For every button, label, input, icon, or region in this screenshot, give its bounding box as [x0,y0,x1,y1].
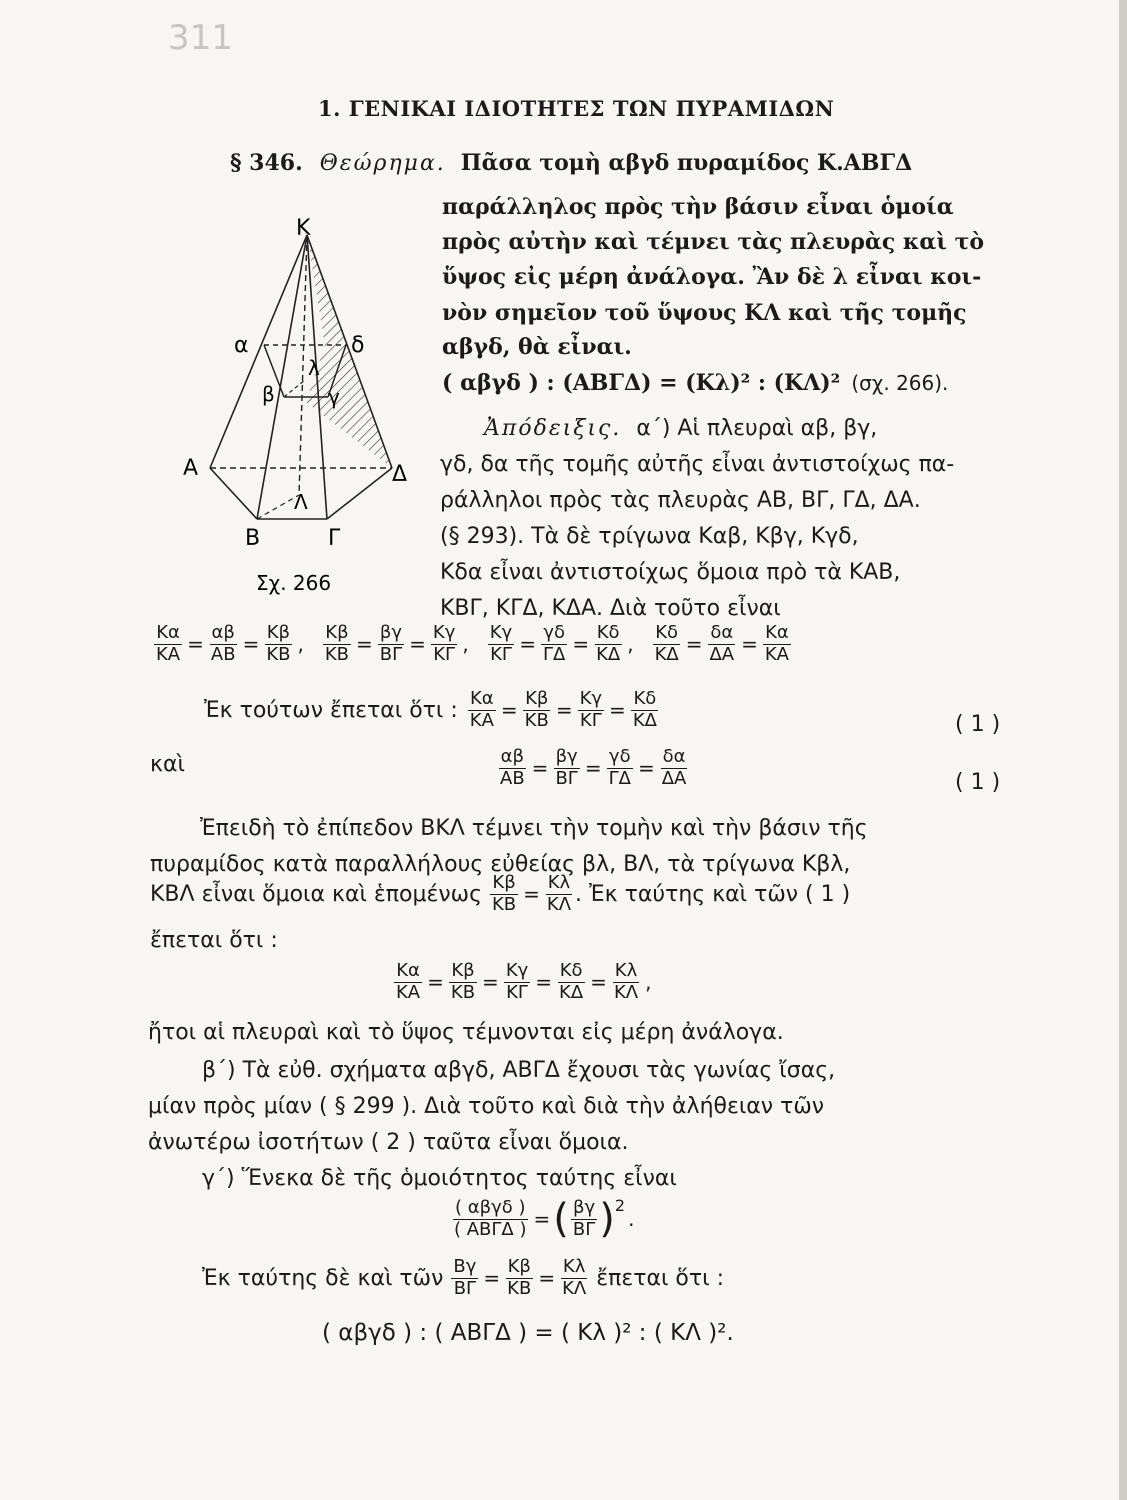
label-L: Λ [294,490,308,514]
proof-line-1: γδ, δα τῆς τομῆς αὐτῆς εἶναι ἀντιστοίχως πα- [440,452,955,477]
fraction: $\frac{K\beta}{KB}$ [492,872,517,915]
label-d: δ [351,333,365,358]
part-b-line-2: ἀνωτέρω ἰσοτήτων ( 2 ) ταῦτα εἶναι ὅμοια. [148,1130,629,1155]
eq1-tag: ( 1 ) [955,712,1001,737]
fraction: $\frac{K\alpha}{KA}$ [396,960,421,1003]
similar-line: ΚΒΛ εἶναι ὅμοια καὶ ἑπομένως $\frac{K\beta}{KB}$ = $\frac{K\lambda}{K\Lambda}$ . Ἐκ ταύτης καὶ τῶν ( 1 ) [150,872,851,915]
fraction: $\frac{K\alpha}{KA}$ [469,688,494,731]
equation-3-line: $\frac{K\alpha}{KA}$ = $\frac{K\beta}{KB}$ = $\frac{K\gamma}{K\Gamma}$ = $\frac{K\delta}{K\Delta}$ = $\frac{K\lambda}{K\Lambda}$ , [396,960,652,1003]
fraction: $\frac{\gamma\delta}{\Gamma\Delta}$ [608,746,631,789]
follows-text: Ἐκ τούτων ἔπεται ὅτι : [204,697,458,723]
exponent: 2 [614,1196,626,1215]
fraction: $\frac{K\alpha}{KA}$ [764,622,789,665]
label-G: Γ [328,526,341,551]
label-a: α [234,333,249,358]
proof-line-0 [484,416,877,441]
equation-1-line: Ἐκ τούτων ἔπεται ὅτι : $\frac{K\alpha}{KA}$ = $\frac{K\beta}{KB}$ = $\frac{K\gamma}{K\Gamma}$ = $\frac{K\delta}{K\Delta}$ [204,688,657,731]
fraction: $\frac{K\delta}{K\Delta}$ [632,688,657,731]
fraction: $\frac{K\beta}{KB}$ [266,622,291,665]
fraction: $\frac{K\beta}{KB}$ [324,622,349,665]
fraction: $\frac{B\gamma}{B\Gamma}$ [453,1256,477,1299]
fraction: $\frac{K\gamma}{K\Gamma}$ [432,622,456,665]
equation-2-line: $\frac{\alpha\beta}{AB}$ = $\frac{\beta\gamma}{B\Gamma}$ = $\frac{\gamma\delta}{\Gamma\Delta}$ = $\frac{\delta\alpha}{\Delta A}$ [500,746,687,789]
figure-caption: Σχ. 266 [256,571,332,595]
fraction: $\frac{\alpha\beta}{AB}$ [500,746,525,789]
theorem-line-5: αβγδ, θὰ εἶναι. [442,334,632,360]
last-suffix: ἔπεται ὅτι : [596,1265,724,1291]
label-g: γ [328,385,340,409]
ghost-page-number: 311 [168,18,233,58]
equation-row-1: $\frac{K\alpha}{KA}$ = $\frac{\alpha\beta}{AB}$ = $\frac{K\beta}{KB}$ , $\frac{K\beta}{KB}$ = $\frac{\beta\gamma}{B\Gamma}$ = $\frac{K\gamma}{K\Gamma}$ , $\frac{K\gamma}{K\Gamma}$ = $\frac{\gamma\delta}{\Gamma\Delta}$ = $\frac{K\delta}{K\Delta}$ , $\frac{K\delta}{K\Delta}$ = $\frac{\delta\alpha}{\Delta A}$ = $\frac{K\alpha}{KA}$ [156,622,789,665]
last-prefix: Ἐκ ταύτης δὲ καὶ τῶν [202,1265,444,1291]
theorem-line-0: Πᾶσα τομὴ αβγδ πυραμίδος Κ.ΑΒΓΔ [460,150,913,176]
fraction: $\frac{K\beta}{KB}$ [524,688,549,731]
fraction: $\frac{\text{( αβγδ )}}{\text{( ΑΒΓΔ )}}$ [454,1196,527,1240]
label-l: λ [308,356,320,380]
label-B: Β [245,526,261,551]
fraction: $\frac{K\lambda}{K\Lambda}$ [546,872,572,915]
fraction: $\frac{K\lambda}{K\Lambda}$ [613,960,639,1003]
fraction: $\frac{K\delta}{K\Delta}$ [559,960,584,1003]
proof-first: α΄) Αἱ πλευραὶ αβ, βγ, [636,416,878,441]
proof-line-3: (§ 293). Τὰ δὲ τρίγωνα Καβ, Κβγ, Κγδ, [440,524,859,549]
fraction: $\frac{\beta\gamma}{B\Gamma}$ [555,746,578,789]
part-b-line-0: β΄) Τὰ εὐθ. σχήματα αβγδ, ΑΒΓΔ ἔχουσι τὰς γωνίας ἴσας, [202,1058,836,1083]
proof-line-4: Κδα εἶναι ἀντιστοίχως ὅμοια πρὸ τὰ ΚΑΒ, [440,560,901,585]
theorem-header [230,150,912,176]
edge-AB [210,468,257,519]
section-title: 1. ΓΕΝΙΚΑΙ ΙΔΙΟΤΗΤΕΣ ΤΩΝ ΠΥΡΑΜΙΔΩΝ [318,96,835,121]
pyramid-figure [178,205,418,600]
similar-prefix: ΚΒΛ εἶναι ὅμοια καὶ ἑπομένως [150,881,482,907]
edge-KA [210,235,307,468]
edge-GD [327,468,392,519]
theorem-formula-ref: (σχ. 266). [851,371,949,395]
fraction: $\frac{K\alpha}{KA}$ [156,622,181,665]
fraction: $\frac{\gamma\delta}{\Gamma\Delta}$ [542,622,566,665]
fraction: $\frac{K\delta}{K\Delta}$ [654,622,679,665]
similar-suffix: . Ἐκ ταύτης καὶ τῶν ( 1 ) [575,881,851,907]
theorem-line-2: πρὸς αὐτὴν καὶ τέμνει τὰς πλευρὰς καὶ τὸ [442,229,985,255]
fraction: $\frac{\delta\alpha}{\Delta A}$ [709,622,735,665]
proof-line-2: ράλληλοι πρὸς τὰς πλευρὰς ΑΒ, ΒΓ, ΓΔ, ΔΑ. [440,488,921,513]
theorem-line-3: ὕψος εἰς μέρη ἀνάλογα. Ἂν δὲ λ εἶναι κοι- [442,264,982,290]
final-formula: ( αβγδ ) : ( ΑΒΓΔ ) = ( Κλ )² : ( ΚΛ )². [322,1320,734,1346]
theorem-line-4: νὸν σημεῖον τοῦ ὕψους ΚΛ καὶ τῆς τομῆς [442,300,967,326]
part-c-line: γ΄) Ἕνεκα δὲ τῆς ὁμοιότητος ταύτης εἶναι [202,1166,677,1191]
plane-line-0: Ἐπειδὴ τὸ ἐπίπεδον ΒΚΛ τέμνει τὴν τομὴν καὶ τὴν βάσιν τῆς [200,816,868,841]
fraction: $\frac{K\beta}{KB}$ [450,960,476,1003]
fraction: $\frac{K\gamma}{K\Gamma}$ [505,960,529,1003]
label-K: Κ [296,216,311,241]
proof-line-5: ΚΒΓ, ΚΓΔ, ΚΔΑ. Διὰ τοῦτο εἶναι [440,596,781,621]
label-b: β [262,382,275,406]
label-D: Δ [392,462,408,487]
ratio-equation: $\frac{\text{( αβγδ )}}{\text{( ΑΒΓΔ )}}$ = ( $\frac{\beta\gamma}{B\Gamma}$ ) 2 . [454,1196,635,1242]
fraction: $\frac{\beta\gamma}{B\Gamma}$ [379,622,403,665]
paren-right: ) [599,1196,615,1242]
eq2-tag: ( 1 ) [955,770,1001,795]
theorem-formula-line [442,370,948,396]
part-b-line-1: μίαν πρὸς μίαν ( § 299 ). Διὰ τοῦτο καὶ διὰ τὴν ἀλήθειαν τῶν [148,1094,825,1119]
fraction: $\frac{K\lambda}{K\Lambda}$ [562,1256,587,1299]
label-A: Α [183,456,199,481]
page-edge-shadow [1119,0,1127,1500]
theorem-number: § 346. [230,150,303,176]
fraction: $\frac{\delta\alpha}{\Delta A}$ [661,746,687,789]
fraction: $\frac{\alpha\beta}{AB}$ [210,622,236,665]
conclusion-a: ἤτοι αἱ πλευραὶ καὶ τὸ ὕψος τέμνονται εἰς μέρη ἀνάλογα. [148,1020,784,1045]
theorem-label: Θεώρημα. [319,151,446,176]
fraction: $\frac{K\gamma}{K\Gamma}$ [489,622,513,665]
theorem-formula: ( αβγδ ) : (ΑΒΓΔ) = (Κλ)² : (ΚΛ)² [442,370,841,396]
line-BL [257,495,299,519]
last-line: Ἐκ ταύτης δὲ καὶ τῶν $\frac{B\gamma}{B\Gamma}$ = $\frac{K\beta}{KB}$ = $\frac{K\lambda}{K\Lambda}$ ἔπεται ὅτι : [202,1256,724,1299]
fraction: $\frac{K\delta}{K\Delta}$ [596,622,621,665]
plane-line-1: πυραμίδος κατὰ παραλλήλους εὐθείας βλ, ΒΛ, τὰ τρίγωνα Κβλ, [150,852,851,877]
paren-left: ( [553,1196,569,1242]
proof-heading: Ἀπόδειξις. [484,416,622,441]
fraction: $\frac{K\gamma}{K\Gamma}$ [579,688,603,731]
fraction: $\frac{K\beta}{KB}$ [507,1256,532,1299]
follows2-text: ἔπεται ὅτι : [150,928,278,953]
fraction: $\frac{\beta\gamma}{B\Gamma}$ [572,1196,596,1240]
and-text: καὶ [150,752,185,777]
theorem-line-1: παράλληλος πρὸς τὴν βάσιν εἶναι ὁμοία [442,194,954,220]
